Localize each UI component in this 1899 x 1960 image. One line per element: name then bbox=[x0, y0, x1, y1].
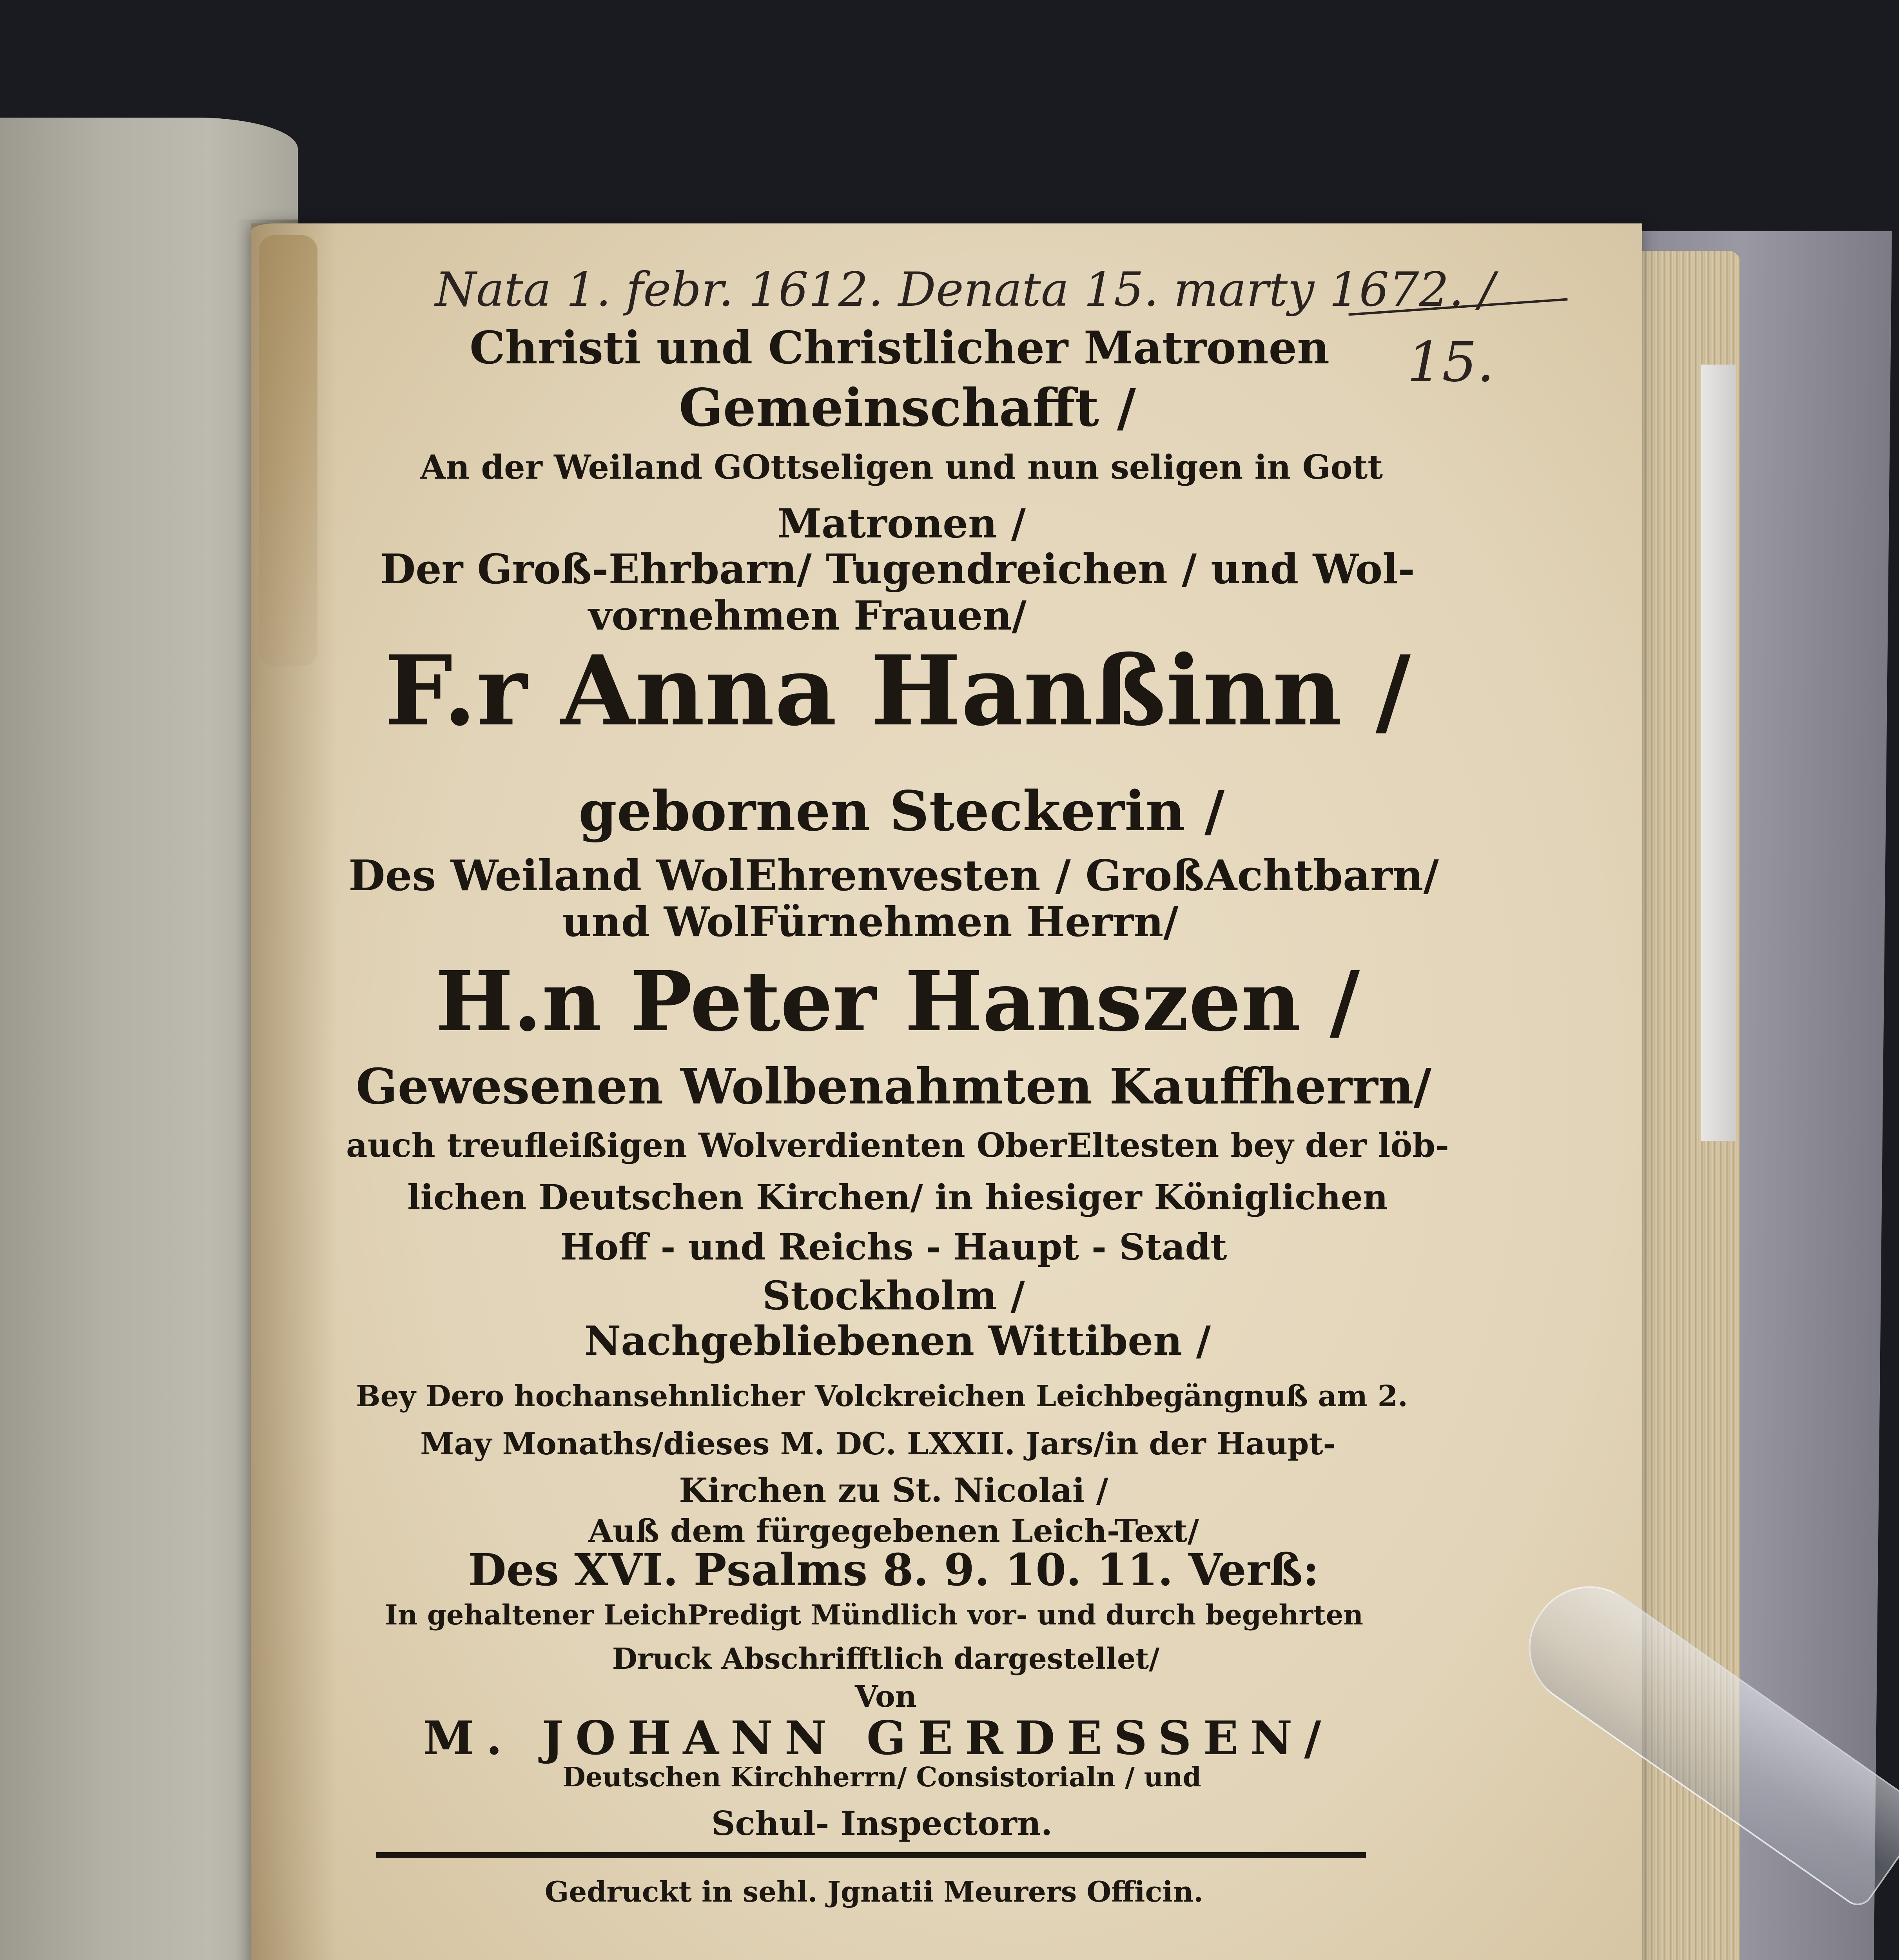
title-line-10: und WolFürnehmen Herrn/ bbox=[562, 898, 1179, 946]
author-name: M. JOHANN GERDESSEN/ bbox=[423, 1711, 1333, 1765]
title-line-22: Des XVI. Psalms 8. 9. 10. 11. Verß: bbox=[468, 1544, 1319, 1596]
title-line-23: In gehaltener LeichPredigt Mündlich vor- und durch begehrten bbox=[385, 1599, 1364, 1631]
deceased-name: F.r Anna Hanßinn / bbox=[385, 634, 1411, 747]
title-line-25: Von bbox=[855, 1679, 917, 1714]
handwritten-number: 15. bbox=[1407, 330, 1495, 394]
imprint: Gedruckt in sehl. Jgnatii Meurers Officin. bbox=[544, 1875, 1204, 1908]
husband-name: H.n Peter Hanszen / bbox=[435, 953, 1360, 1050]
title-page-stain bbox=[259, 235, 317, 666]
title-line-3: An der Weiland GOttseligen und nun seligen in Gott bbox=[420, 448, 1383, 486]
title-line-19: May Monaths/dieses M. DC. LXXII. Jars/in der Haupt- bbox=[420, 1426, 1336, 1462]
title-line-4: Matronen / bbox=[777, 500, 1026, 547]
title-line-2: Gemeinschafft / bbox=[678, 377, 1136, 438]
title-line-13: auch treufleißigen Wolverdienten OberEltesten bey der löb- bbox=[346, 1126, 1449, 1165]
title-line-9: Des Weiland WolEhrenvesten / GroßAchtbarn/ bbox=[348, 851, 1439, 900]
inserted-sheet-edge bbox=[1701, 365, 1736, 1141]
title-line-16: Stockholm / bbox=[762, 1272, 1025, 1319]
title-line-28: Schul- Inspectorn. bbox=[711, 1804, 1053, 1843]
title-line-14: lichen Deutschen Kirchen/ in hiesiger Königlichen bbox=[407, 1177, 1388, 1218]
title-line-24: Druck Abschrifftlich dargestellet/ bbox=[612, 1642, 1160, 1676]
title-line-6: vornehmen Frauen/ bbox=[588, 592, 1027, 639]
title-line-1: Christi und Christlicher Matronen bbox=[469, 321, 1330, 374]
handwritten-note: Nata 1. febr. 1612. Denata 15. marty 1672. / bbox=[435, 263, 1495, 317]
title-line-18: Bey Dero hochansehnlicher Volckreichen Leichbegängnuß am 2. bbox=[356, 1379, 1408, 1413]
title-line-8: gebornen Steckerin / bbox=[578, 779, 1225, 844]
title-line-15: Hoff - und Reichs - Haupt - Stadt bbox=[560, 1226, 1227, 1268]
title-line-21: Auß dem fürgegebenen Leich-Text/ bbox=[588, 1512, 1199, 1549]
title-line-5: Der Groß-Ehrbarn/ Tugendreichen / und Wol- bbox=[380, 545, 1415, 593]
title-line-20: Kirchen zu St. Nicolai / bbox=[679, 1471, 1108, 1510]
title-line-12: Gewesenen Wolbenahmten Kauffherrn/ bbox=[355, 1058, 1432, 1115]
title-line-27: Deutschen Kirchherrn/ Consistorialn / und bbox=[562, 1762, 1202, 1793]
imprint-rule bbox=[376, 1852, 1366, 1858]
title-line-17: Nachgebliebenen Wittiben / bbox=[584, 1318, 1211, 1365]
